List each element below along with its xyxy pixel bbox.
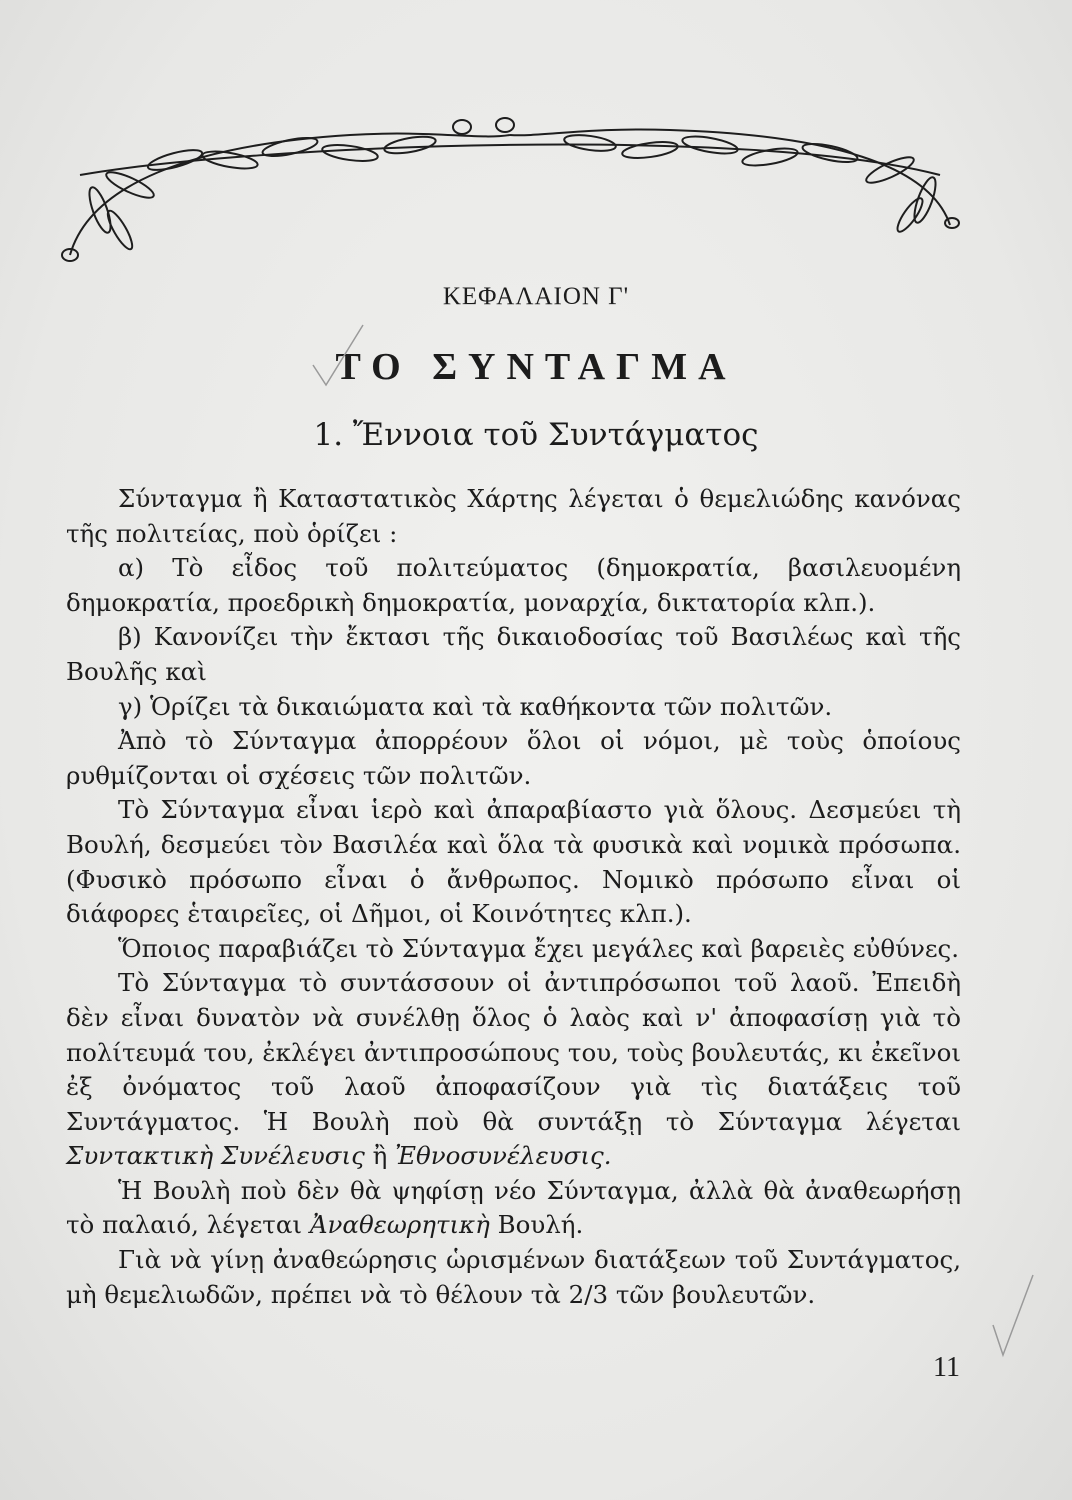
paragraph: Ἀπὸ τὸ Σύνταγμα ἀπορρέουν ὅλοι οἱ νόμοι, μὲ τοὺς ὁποίους ρυθμίζονται οἱ σχέσεις τῶν πολιτῶν.: [66, 726, 961, 790]
italic-term: Ἀναθεωρητικὴ: [309, 1210, 490, 1240]
italic-term: Συντακτικὴ Συνέλευσις: [66, 1141, 365, 1171]
list-item-b: β) Κανονίζει τὴν ἔκτασι τῆς δικαιοδοσίας τοῦ Βασιλέως καὶ τῆς Βουλῆς καὶ: [66, 622, 961, 686]
chapter-label: ΚΕΦΑΛΑΙΟΝ Γ': [442, 283, 630, 310]
pencil-mark: [988, 1270, 1038, 1360]
paragraph-text: Βουλή.: [497, 1210, 584, 1240]
paragraph: Τὸ Σύνταγμα εἶναι ἱερὸ καὶ ἀπαραβίαστο γιὰ ὅλους. Δεσμεύει τὴ Βουλή, δεσμεύει τὸν Βασιλέα καὶ ὅλα τὰ φυσικὰ καὶ νομικὰ πρόσωπα. (Φυσικὸ πρόσωπο εἶναι ὁ ἄνθρωπος. Νομικὸ πρόσωπο εἶναι οἱ διάφορες ἑταιρεῖες, οἱ Δῆμοι, οἱ Κοινότητες κλπ.).: [66, 795, 961, 929]
laurel-ornament-header: [50, 105, 970, 265]
paragraph-text: Ἡ Βουλὴ ποὺ δὲν θὰ ψηφίσῃ νέο Σύνταγμα, ἀλλὰ θὰ ἀναθεωρήσῃ τὸ παλαιό, λέγεται: [66, 1175, 961, 1240]
italic-term: Ἐθνοσυνέλευσις.: [395, 1141, 612, 1171]
paragraph: Σύνταγμα ἢ Καταστατικὸς Χάρτης λέγεται ὁ θεμελιώδης κανόνας τῆς πολιτείας, ποὺ ὁρίζει :: [66, 484, 961, 548]
list-item-a: α) Τὸ εἶδος τοῦ πολιτεύματος (δημοκρατία, βασιλευομένη δημοκρατία, προεδρικὴ δημοκρατία, μοναρχία, δικτατορία κλπ.).: [66, 553, 961, 617]
paragraph-text: Τὸ Σύνταγμα τὸ συντάσσουν οἱ ἀντιπρόσωποι τοῦ λαοῦ. Ἐπειδὴ δὲν εἶναι δυνατὸν νὰ συνέλθῃ ὅλος ὁ λαὸς καὶ ν' ἀποφασίσῃ γιὰ τὸ πολίτευμά του, ἐκλέγει ἀντιπροσώπους του, τοὺς βουλευτάς, κι ἐκεῖνοι ἐξ ὀνόματος τοῦ λαοῦ ἀποφασίζουν γιὰ τὶς διατάξεις τοῦ Συντάγματος. Ἡ Βουλὴ ποὺ θὰ συντάξῃ τὸ Σύνταγμα λέγεται: [66, 968, 961, 1136]
section-heading: 1. Ἔννοια τοῦ Συντάγματος: [313, 417, 759, 453]
paragraph: [66, 966, 961, 1174]
body-text: [66, 482, 961, 1312]
pencil-mark: [308, 320, 368, 390]
page-title: ΤΟ ΣΥΝΤΑΓΜΑ: [335, 346, 737, 388]
page-number: 11: [933, 1352, 960, 1383]
paragraph: Γιὰ νὰ γίνῃ ἀναθεώρησις ὡρισμένων διατάξεων τοῦ Συντάγματος, μὴ θεμελιωδῶν, πρέπει νὰ τὸ θέλουν τὰ 2/3 τῶν βουλευτῶν.: [66, 1245, 961, 1309]
list-item-c: γ) Ὁρίζει τὰ δικαιώματα καὶ τὰ καθήκοντα τῶν πολιτῶν.: [118, 691, 833, 721]
paragraph-text: ἢ: [372, 1141, 388, 1171]
paragraph: [66, 1174, 961, 1243]
paragraph: Ὅποιος παραβιάζει τὸ Σύνταγμα ἔχει μεγάλες καὶ βαρειὲς εὐθύνες.: [118, 933, 960, 963]
